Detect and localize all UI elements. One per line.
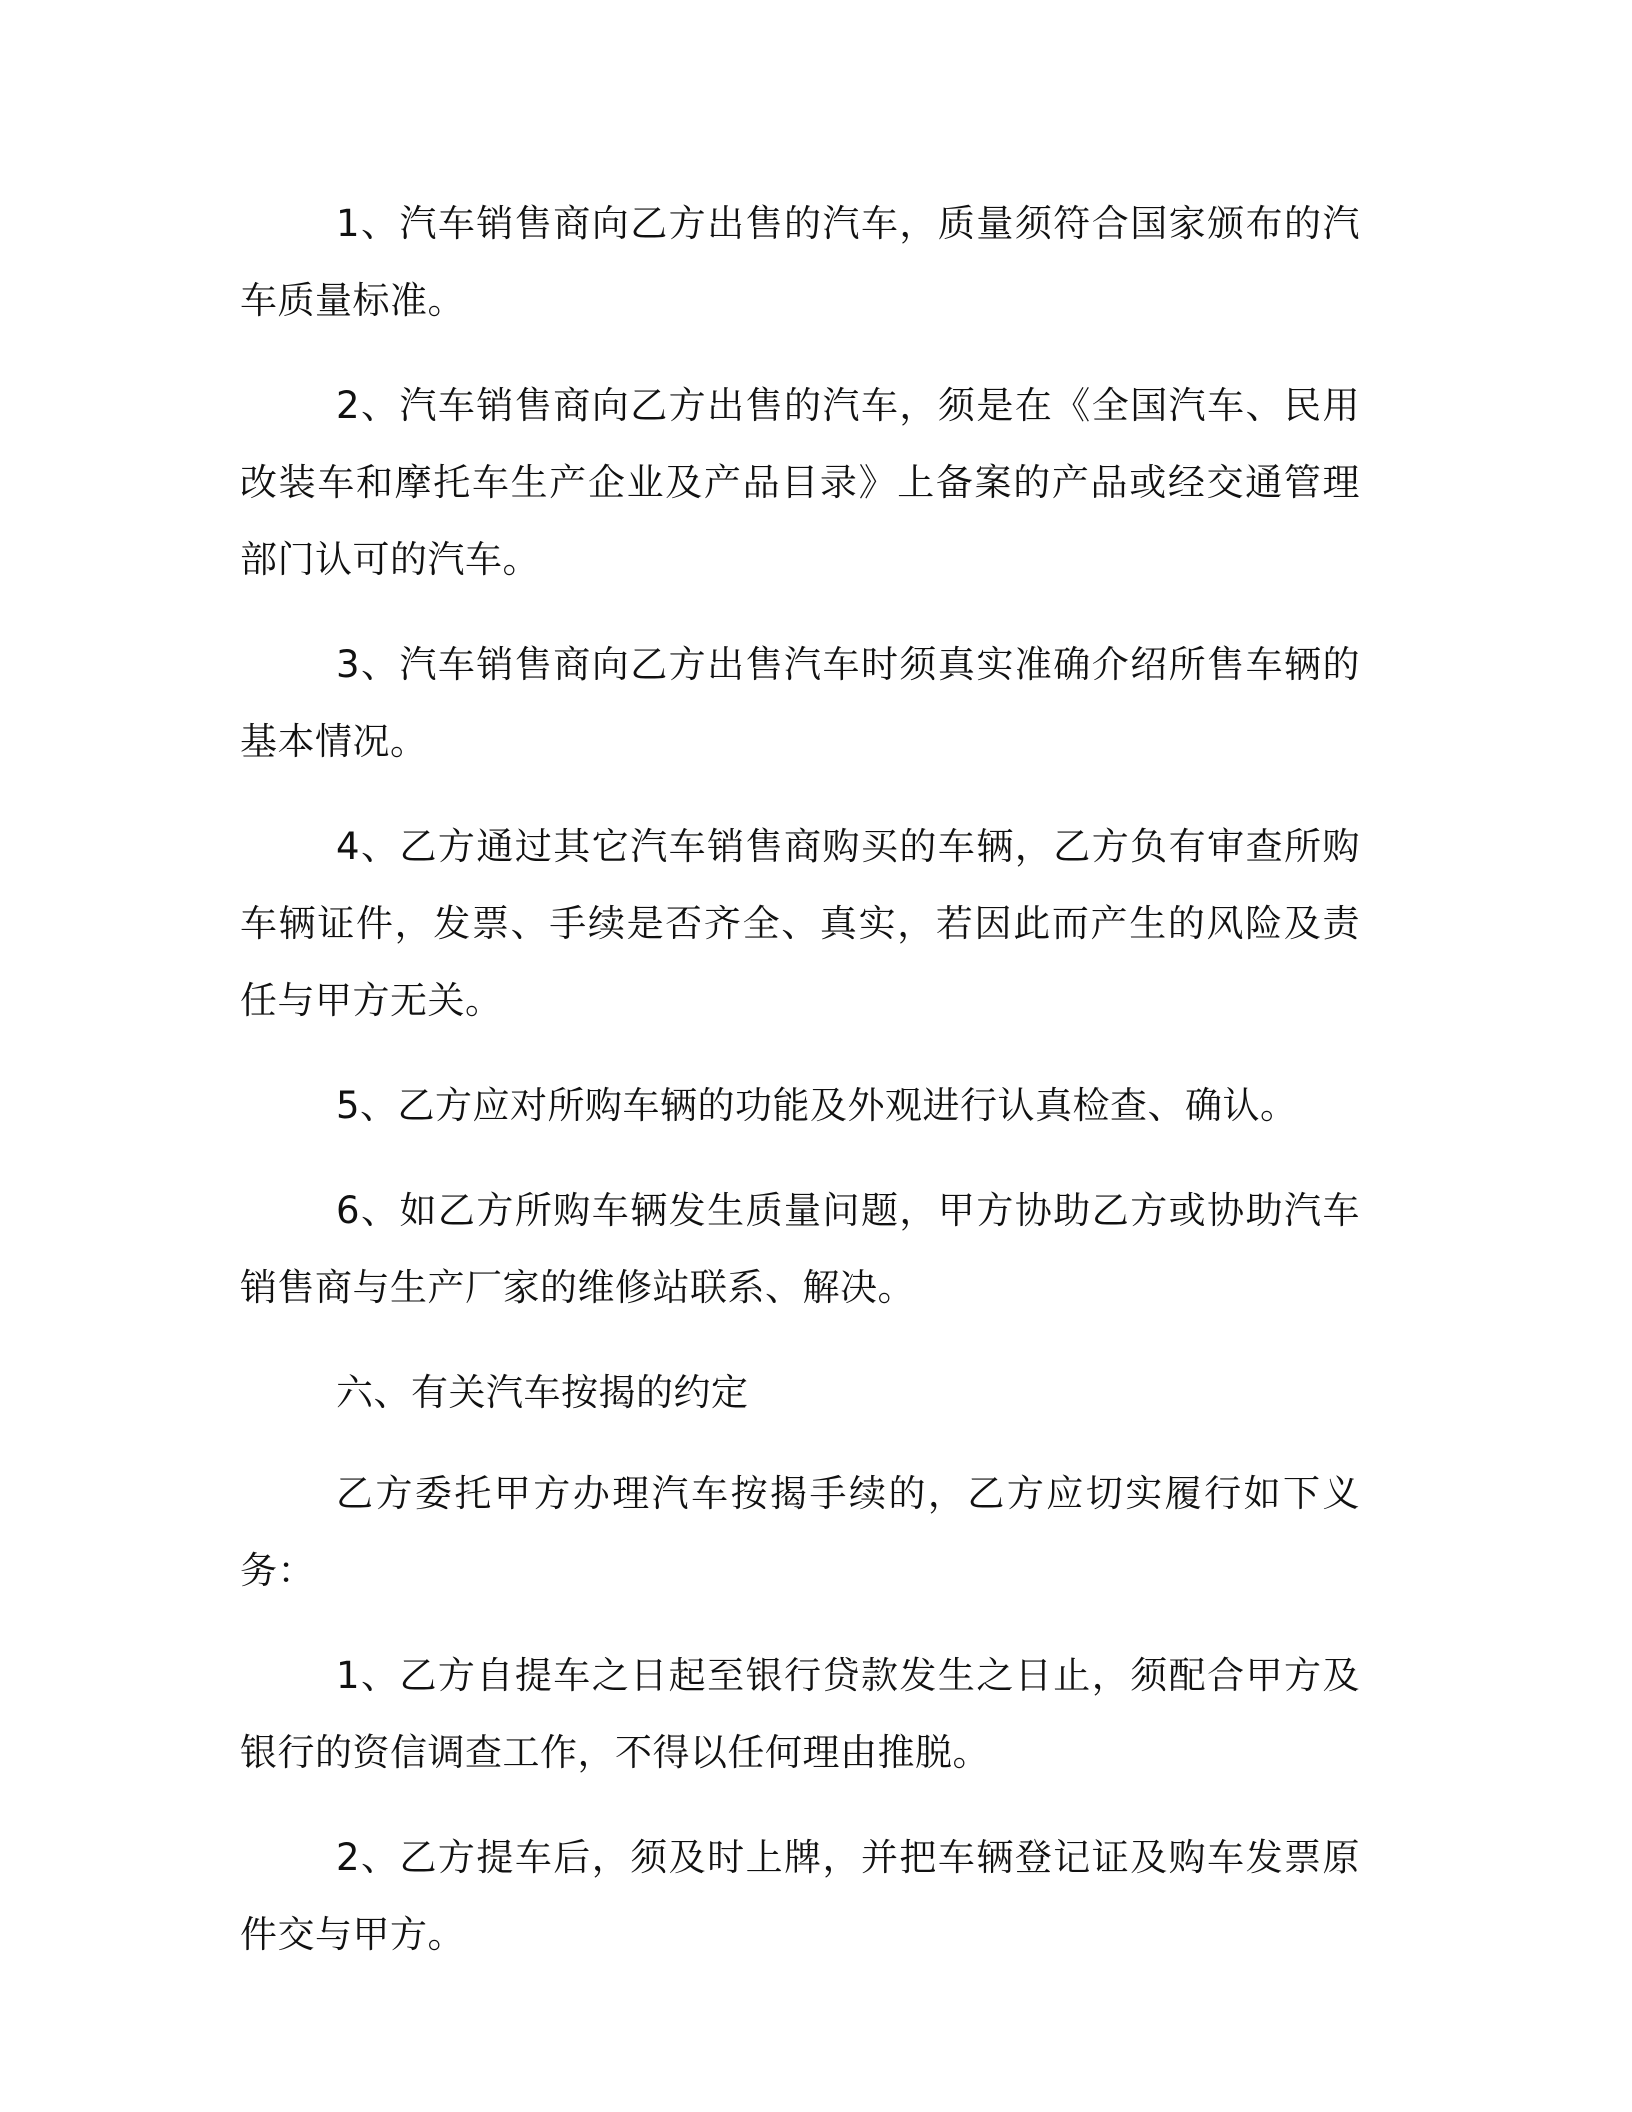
paragraph-quality-standard: 1、汽车销售商向乙方出售的汽车，质量须符合国家颁布的汽车质量标准。 — [240, 202, 1360, 322]
paragraph-quality-issues: 6、如乙方所购车辆发生质量问题，甲方协助乙方或协助汽车销售商与生产厂家的维修站联系、解决。 — [240, 1189, 1360, 1309]
paragraph-accurate-introduction: 3、汽车销售商向乙方出售汽车时须真实准确介绍所售车辆的基本情况。 — [240, 643, 1360, 763]
paragraph-product-catalog: 2、汽车销售商向乙方出售的汽车，须是在《全国汽车、民用改装车和摩托车生产企业及产品目录》上备案的产品或经交通管理部门认可的汽车。 — [240, 384, 1360, 581]
paragraph-inspection: 5、乙方应对所购车辆的功能及外观进行认真检查、确认。 — [336, 1084, 1298, 1127]
paragraph-registration-documents: 2、乙方提车后，须及时上牌，并把车辆登记证及购车发票原件交与甲方。 — [240, 1836, 1360, 1956]
document-body — [240, 185, 1360, 1973]
paragraph-mortgage-obligations: 乙方委托甲方办理汽车按揭手续的，乙方应切实履行如下义务： — [240, 1472, 1360, 1592]
paragraph-credit-investigation: 1、乙方自提车之日起至银行贷款发生之日止，须配合甲方及银行的资信调查工作，不得以任何理由推脱。 — [240, 1654, 1360, 1774]
paragraph-other-dealers: 4、乙方通过其它汽车销售商购买的车辆，乙方负有审查所购车辆证件，发票、手续是否齐全、真实，若因此而产生的风险及责任与甲方无关。 — [240, 825, 1360, 1022]
section-heading-mortgage: 六、有关汽车按揭的约定 — [336, 1371, 749, 1414]
